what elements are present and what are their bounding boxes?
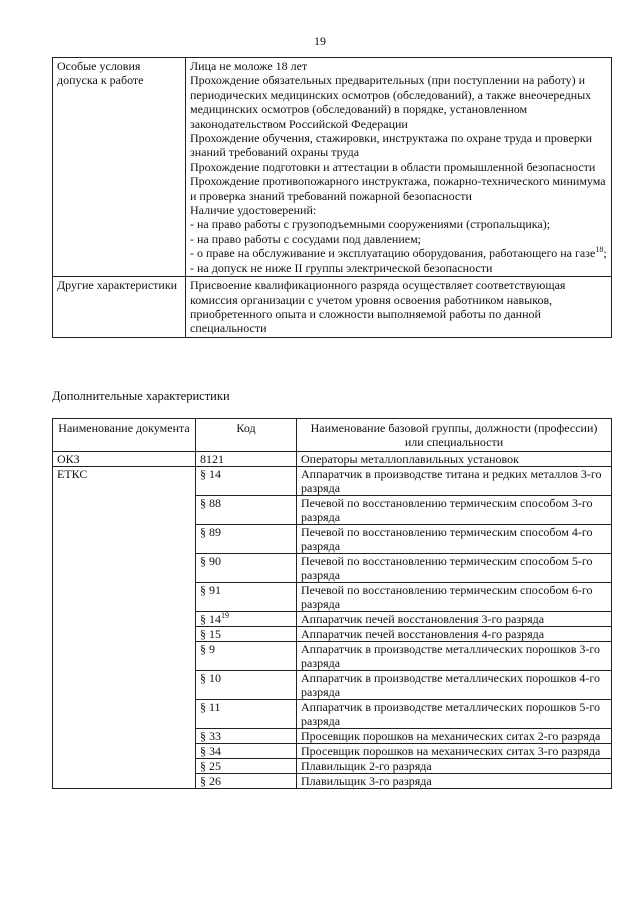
row-content [186,58,612,277]
cell-name: Аппаратчик в производстве титана и редких металлов 3-го разряда [297,467,612,496]
cell-name: Печевой по восстановлению термическим способом 6-го разряда [297,583,612,612]
cell-document: ЕТКС [53,467,196,496]
cell-document [53,744,196,759]
cell-code [196,525,297,554]
cell-code [196,554,297,583]
cell-code [196,729,297,744]
cell-name: Аппаратчик печей восстановления 3-го разряда [297,612,612,627]
characteristics-table [52,418,612,789]
cell-name: Аппаратчик в производстве металлических порошков 5-го разряда [297,700,612,729]
table-row [53,525,612,554]
condition-line: Прохождение подготовки и аттестации в области промышленной безопасности [190,159,596,174]
table-row [53,467,612,496]
code-text: § 10 [200,671,221,685]
cell-document [53,554,196,583]
condition-line: Наличие удостоверений: [190,203,317,218]
cell-document [53,642,196,671]
cell-name: Просевщик порошков на механических ситах 2-го разряда [297,729,612,744]
condition-line: Прохождение противопожарного инструктажа, пожарно-технического минимума и проверка знаний требований пожарной безопасности [190,174,606,203]
cell-code [196,627,297,642]
cell-code [196,700,297,729]
cell-name: Печевой по восстановлению термическим способом 5-го разряда [297,554,612,583]
section-title: Дополнительные характеристики [52,389,230,403]
cell-document [53,525,196,554]
cell-name: Аппаратчик в производстве металлических порошков 4-го разряда [297,671,612,700]
code-text: § 91 [200,583,221,597]
footnote-suffix: ; [603,246,607,261]
cell-name: Аппаратчик печей восстановления 4-го разряда [297,627,612,642]
cell-code [196,671,297,700]
code-text: § 26 [200,774,221,788]
code-text: § 15 [200,627,221,641]
footnote-mark: 18 [595,245,604,255]
condition-line: Лица не моложе 18 лет [190,59,308,73]
table-row [53,612,612,627]
cell-name: Печевой по восстановлению термическим способом 4-го разряда [297,525,612,554]
table-row [53,642,612,671]
condition-line: - на право работы с сосудами под давлением; [190,231,421,246]
cell-document [53,729,196,744]
cell-name: Операторы металлоплавильных установок [297,452,612,467]
code-text: § 90 [200,554,221,568]
conditions-table [52,57,612,338]
footnote-mark: 19 [221,611,229,620]
cell-document [53,496,196,525]
cell-code [196,496,297,525]
condition-line: Прохождение обучения, стажировки, инструктажа по охране труда и проверки знаний требований охраны труда [190,131,593,160]
cell-name: Плавильщик 2-го разряда [297,759,612,774]
row-label: Другие характеристики [53,277,186,338]
cell-document [53,700,196,729]
code-text: § 33 [200,729,221,743]
cell-code [196,759,297,774]
row-label: Особые условия допуска к работе [53,58,186,277]
code-text: § 89 [200,525,221,539]
condition-line: - на допуск не ниже II группы электрической безопасности [190,260,493,275]
table-row [53,729,612,744]
code-text: § 88 [200,496,221,510]
cell-document [53,612,196,627]
cell-name: Просевщик порошков на механических ситах 3-го разряда [297,744,612,759]
cell-code [196,467,297,496]
cell-name: Плавильщик 3-го разряда [297,774,612,789]
header-name: Наименование базовой группы, должности (профессии) или специальности [297,419,612,452]
condition-line: - на право работы с грузоподъемными сооружениями (стропальщика); [190,217,551,232]
conditions-row-special [53,58,612,277]
cell-code [196,642,297,671]
condition-line-with-footnote [190,246,607,260]
cell-name: Аппаратчик в производстве металлических порошков 3-го разряда [297,642,612,671]
code-text: § 11 [200,700,221,714]
cell-document [53,774,196,789]
cell-document [53,627,196,642]
cell-document [53,583,196,612]
cell-code [196,612,297,627]
header-document: Наименование документа [53,419,196,452]
table-row [53,700,612,729]
cell-code [196,774,297,789]
table-row [53,627,612,642]
code-text: § 25 [200,759,221,773]
cell-document [53,759,196,774]
table-row [53,774,612,789]
table-row [53,452,612,467]
cell-code [196,452,297,467]
condition-line: Прохождение обязательных предварительных (при поступлении на работу) и периодических медицинских осмотров (обследований), а также внеочередных медицинских осмотров (обследований) в порядке, установленном законодательством Российской Федерации [190,73,592,131]
condition-line: Присвоение квалификационного разряда осуществляет соответствующая комиссия организации с учетом уровня освоения работником навыков, приобретенного опыта и сложности выполняемой работы по данной специальности [190,278,566,336]
row-content [186,277,612,338]
table-header-row [53,419,612,452]
table-row [53,671,612,700]
cell-name: Печевой по восстановлению термическим способом 3-го разряда [297,496,612,525]
cell-document [53,671,196,700]
code-text: § 14 [200,467,221,481]
table-row [53,496,612,525]
table-row [53,759,612,774]
conditions-row-other [53,277,612,338]
table-row [53,744,612,759]
page-number: 19 [314,34,326,48]
condition-text: - о праве на обслуживание и эксплуатацию оборудования, работающего на газе [190,246,596,261]
code-text: 8121 [200,452,224,466]
code-text: § 9 [200,642,215,656]
cell-code [196,583,297,612]
header-code: Код [196,419,297,452]
code-text: § 14 [200,612,221,626]
code-text: § 34 [200,744,221,758]
cell-code [196,744,297,759]
table-row [53,554,612,583]
table-row [53,583,612,612]
cell-document: ОКЗ [53,452,196,467]
